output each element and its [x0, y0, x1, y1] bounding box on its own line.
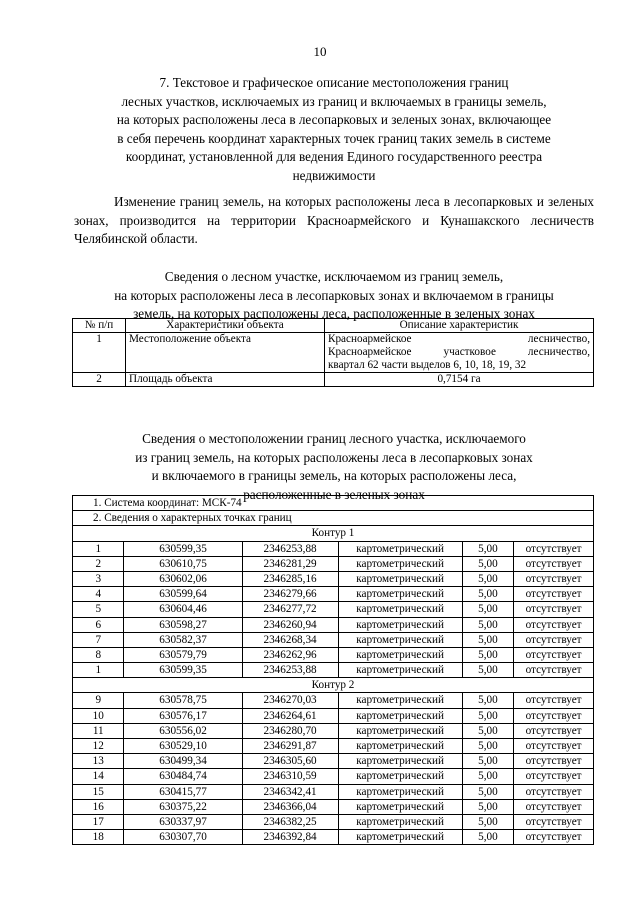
coord-y-cell: 2346310,59	[242, 769, 338, 784]
accuracy-cell: 5,00	[462, 708, 513, 723]
table-row	[73, 663, 594, 678]
marker-description-cell: отсутствует	[514, 663, 594, 678]
coord-x-cell: 630576,17	[124, 708, 242, 723]
coord-system-row	[73, 496, 594, 511]
method-cell: картометрический	[338, 663, 462, 678]
table-row	[73, 708, 594, 723]
caption-line: земель, на которых расположены леса, расположенные в зеленых зонах	[133, 306, 535, 321]
coord-x-cell: 630337,97	[124, 814, 242, 829]
method-cell: картометрический	[338, 602, 462, 617]
accuracy-cell: 5,00	[462, 693, 513, 708]
table-row	[73, 693, 594, 708]
coord-x-cell: 630604,46	[124, 602, 242, 617]
marker-description-cell: отсутствует	[514, 739, 594, 754]
description-line: Красноармейское лесничество,	[328, 333, 590, 345]
table-row	[73, 799, 594, 814]
table-row	[73, 769, 594, 784]
method-cell: картометрический	[338, 556, 462, 571]
table-row	[73, 571, 594, 586]
table-row	[73, 333, 594, 373]
heading-line: в себя перечень координат характерных точек границ таких земель в системе	[117, 130, 551, 146]
points-title-row	[73, 511, 594, 526]
coord-y-cell: 2346279,66	[242, 587, 338, 602]
marker-description-cell: отсутствует	[514, 814, 594, 829]
point-number-cell: 15	[73, 784, 124, 799]
coord-y-cell: 2346277,72	[242, 602, 338, 617]
accuracy-cell: 5,00	[462, 556, 513, 571]
marker-description-cell: отсутствует	[514, 556, 594, 571]
coord-y-cell: 2346262,96	[242, 647, 338, 662]
method-cell: картометрический	[338, 541, 462, 556]
table-row	[73, 541, 594, 556]
accuracy-cell: 5,00	[462, 754, 513, 769]
table-row	[73, 814, 594, 829]
table-row	[73, 723, 594, 738]
header-characteristic: Характеристики объекта	[126, 319, 325, 333]
coord-y-cell: 2346270,03	[242, 693, 338, 708]
heading-line: координат, установленной для ведения Единого государственного реестра	[125, 149, 543, 164]
contour-label: Контур 2	[73, 678, 594, 693]
point-number-cell: 17	[73, 814, 124, 829]
method-cell: картометрический	[338, 739, 462, 754]
marker-description-cell: отсутствует	[514, 632, 594, 647]
description-line: Красноармейское участковое лесничество,	[328, 346, 590, 358]
table-row	[73, 647, 594, 662]
coord-x-cell: 630599,64	[124, 587, 242, 602]
method-cell: картометрический	[338, 708, 462, 723]
object-characteristics-table	[72, 318, 594, 387]
point-number-cell: 7	[73, 632, 124, 647]
coord-x-cell: 630579,79	[124, 647, 242, 662]
marker-description-cell: отсутствует	[514, 799, 594, 814]
table-row	[73, 373, 594, 387]
coord-x-cell: 630582,37	[124, 632, 242, 647]
point-number-cell: 4	[73, 587, 124, 602]
table-row	[73, 632, 594, 647]
marker-description-cell: отсутствует	[514, 541, 594, 556]
marker-description-cell: отсутствует	[514, 754, 594, 769]
coord-x-cell: 630602,06	[124, 571, 242, 586]
caption-line: расположенные в зеленых зонах	[243, 486, 425, 502]
point-number-cell: 14	[73, 769, 124, 784]
table-row	[73, 739, 594, 754]
coord-y-cell: 2346285,16	[242, 571, 338, 586]
point-number-cell: 3	[73, 571, 124, 586]
method-cell: картометрический	[338, 754, 462, 769]
coord-x-cell: 630484,74	[124, 769, 242, 784]
table1-caption	[74, 268, 594, 324]
heading-line: 7. Текстовое и графическое описание местоположения границ	[159, 75, 509, 90]
accuracy-cell: 5,00	[462, 784, 513, 799]
method-cell: картометрический	[338, 571, 462, 586]
accuracy-cell: 5,00	[462, 617, 513, 632]
row-number: 1	[73, 333, 126, 373]
accuracy-cell: 5,00	[462, 571, 513, 586]
coord-y-cell: 2346253,88	[242, 541, 338, 556]
section-heading	[74, 74, 594, 185]
characteristic-cell: Площадь объекта	[126, 373, 325, 387]
point-number-cell: 18	[73, 830, 124, 845]
coord-x-cell: 630599,35	[124, 541, 242, 556]
method-cell: картометрический	[338, 632, 462, 647]
points-title-cell: 2. Сведения о характерных точках границ	[73, 511, 594, 526]
method-cell: картометрический	[338, 814, 462, 829]
accuracy-cell: 5,00	[462, 814, 513, 829]
caption-line: Сведения о местоположении границ лесного участка, исключаемого	[142, 431, 526, 446]
contour-header-row	[73, 526, 594, 541]
method-cell: картометрический	[338, 830, 462, 845]
caption-line: Сведения о лесном участке, исключаемом из границ земель,	[164, 269, 504, 284]
coord-x-cell: 630529,10	[124, 739, 242, 754]
table-row	[73, 830, 594, 845]
caption-line: из границ земель, на которых расположены леса в лесопарковых зонах	[135, 449, 533, 465]
heading-line: лесных участков, исключаемых из границ и включаемых в границы земель,	[121, 93, 547, 109]
table-row	[73, 587, 594, 602]
row-number: 2	[73, 373, 126, 387]
heading-line: на которых расположены леса в лесопарковых и зеленых зонах, включающее	[116, 112, 552, 127]
description-cell: 0,7154 га	[325, 373, 594, 387]
point-number-cell: 13	[73, 754, 124, 769]
coord-x-cell: 630556,02	[124, 723, 242, 738]
description-line: квартал 62 части выделов 6, 10, 18, 19, 32	[328, 359, 527, 371]
point-number-cell: 1	[73, 541, 124, 556]
characteristic-cell: Местоположение объекта	[126, 333, 325, 373]
accuracy-cell: 5,00	[462, 723, 513, 738]
coord-y-cell: 2346264,61	[242, 708, 338, 723]
coord-x-cell: 630375,22	[124, 799, 242, 814]
marker-description-cell: отсутствует	[514, 647, 594, 662]
method-cell: картометрический	[338, 693, 462, 708]
coord-y-cell: 2346342,41	[242, 784, 338, 799]
caption-line: на которых расположены леса в лесопарковых зонах и включаемом в границы	[114, 287, 554, 303]
marker-description-cell: отсутствует	[514, 723, 594, 738]
header-number: № п/п	[73, 319, 126, 333]
coord-y-cell: 2346253,88	[242, 663, 338, 678]
method-cell: картометрический	[338, 723, 462, 738]
accuracy-cell: 5,00	[462, 602, 513, 617]
method-cell: картометрический	[338, 799, 462, 814]
method-cell: картометрический	[338, 587, 462, 602]
accuracy-cell: 5,00	[462, 541, 513, 556]
marker-description-cell: отсутствует	[514, 617, 594, 632]
marker-description-cell: отсутствует	[514, 693, 594, 708]
point-number-cell: 11	[73, 723, 124, 738]
coord-y-cell: 2346260,94	[242, 617, 338, 632]
marker-description-cell: отсутствует	[514, 571, 594, 586]
table-row	[73, 602, 594, 617]
coord-y-cell: 2346305,60	[242, 754, 338, 769]
table-row	[73, 754, 594, 769]
method-cell: картометрический	[338, 784, 462, 799]
method-cell: картометрический	[338, 617, 462, 632]
coord-y-cell: 2346281,29	[242, 556, 338, 571]
coord-x-cell: 630499,34	[124, 754, 242, 769]
coord-y-cell: 2346268,34	[242, 632, 338, 647]
contour-label: Контур 1	[73, 526, 594, 541]
marker-description-cell: отсутствует	[514, 708, 594, 723]
coord-y-cell: 2346392,84	[242, 830, 338, 845]
caption-line: и включаемого в границы земель, на которых расположены леса,	[151, 468, 517, 483]
method-cell: картометрический	[338, 647, 462, 662]
coord-y-cell: 2346366,04	[242, 799, 338, 814]
marker-description-cell: отсутствует	[514, 769, 594, 784]
point-number-cell: 10	[73, 708, 124, 723]
method-cell: картометрический	[338, 769, 462, 784]
point-number-cell: 1	[73, 663, 124, 678]
table-row	[73, 784, 594, 799]
header-description: Описание характеристик	[325, 319, 594, 333]
table-header-row	[73, 319, 594, 333]
coord-x-cell: 630599,35	[124, 663, 242, 678]
accuracy-cell: 5,00	[462, 632, 513, 647]
coord-x-cell: 630415,77	[124, 784, 242, 799]
coord-y-cell: 2346280,70	[242, 723, 338, 738]
description-cell	[325, 333, 594, 373]
accuracy-cell: 5,00	[462, 830, 513, 845]
coord-x-cell: 630307,70	[124, 830, 242, 845]
coord-y-cell: 2346291,87	[242, 739, 338, 754]
contour-header-row	[73, 678, 594, 693]
coord-x-cell: 630578,75	[124, 693, 242, 708]
point-number-cell: 12	[73, 739, 124, 754]
marker-description-cell: отсутствует	[514, 602, 594, 617]
accuracy-cell: 5,00	[462, 587, 513, 602]
marker-description-cell: отсутствует	[514, 830, 594, 845]
accuracy-cell: 5,00	[462, 769, 513, 784]
page-number: 10	[313, 44, 327, 59]
coord-y-cell: 2346382,25	[242, 814, 338, 829]
accuracy-cell: 5,00	[462, 647, 513, 662]
table-row	[73, 617, 594, 632]
body-paragraph: Изменение границ земель, на которых расположены леса в лесопарковых и зеленых зонах, производится на территории Красноармейского и Кунашакского лесничеств Челябинской области.	[74, 194, 594, 246]
table-row	[73, 556, 594, 571]
heading-line: недвижимости	[292, 167, 376, 183]
marker-description-cell: отсутствует	[514, 587, 594, 602]
coord-x-cell: 630598,27	[124, 617, 242, 632]
accuracy-cell: 5,00	[462, 739, 513, 754]
accuracy-cell: 5,00	[462, 799, 513, 814]
point-number-cell: 16	[73, 799, 124, 814]
point-number-cell: 9	[73, 693, 124, 708]
coord-system-cell: 1. Система координат: МСК-74	[73, 496, 594, 511]
point-number-cell: 8	[73, 647, 124, 662]
marker-description-cell: отсутствует	[514, 784, 594, 799]
point-number-cell: 6	[73, 617, 124, 632]
boundary-points-table	[72, 495, 594, 845]
point-number-cell: 5	[73, 602, 124, 617]
point-number-cell: 2	[73, 556, 124, 571]
coord-x-cell: 630610,75	[124, 556, 242, 571]
table2-caption	[74, 430, 594, 504]
accuracy-cell: 5,00	[462, 663, 513, 678]
